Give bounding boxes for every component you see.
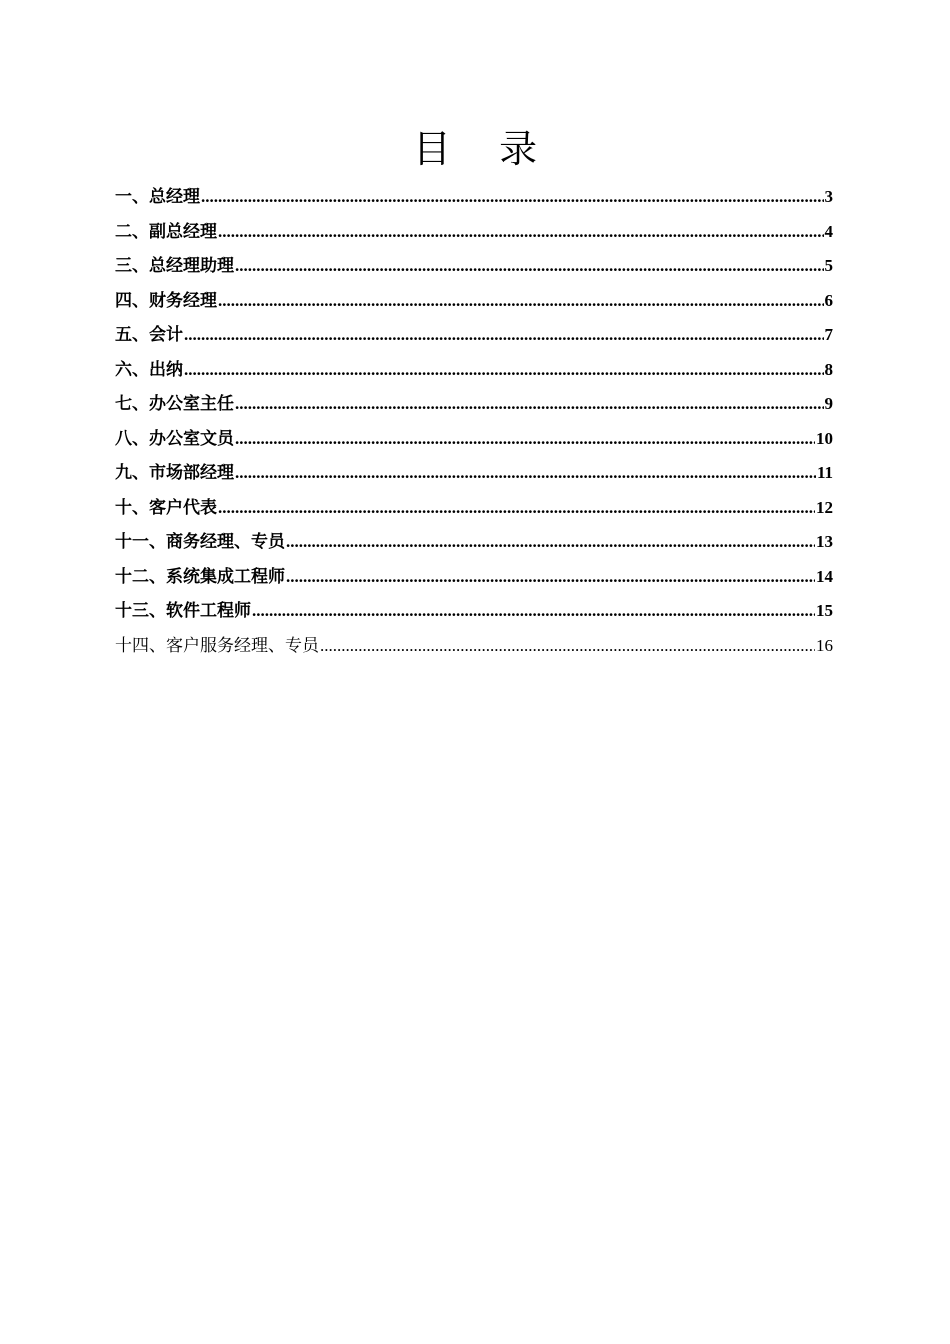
toc-entry-page: 9 xyxy=(824,394,833,413)
toc-leader-dots xyxy=(201,180,824,215)
toc-entry-label: 八、办公室文员 xyxy=(115,428,234,449)
toc-entry-label: 十一、商务经理、专员 xyxy=(115,532,285,552)
toc-entry-label: 五、会计 xyxy=(115,325,183,345)
toc-entry-label: 三、总经理助理 xyxy=(115,256,234,276)
toc-entry[interactable] xyxy=(115,284,833,319)
toc-entry[interactable] xyxy=(115,215,833,250)
toc-entry-page: 8 xyxy=(824,359,833,379)
toc-entry-page: 12 xyxy=(816,497,833,517)
toc-entry[interactable] xyxy=(115,387,833,422)
toc-entry-label: 四、财务经理 xyxy=(115,290,217,311)
toc-entry[interactable] xyxy=(115,456,833,491)
toc-leader-dots xyxy=(184,318,824,353)
toc-entry-page: 3 xyxy=(824,187,833,206)
toc-title: 目 录 xyxy=(412,127,538,171)
toc-entry-page: 5 xyxy=(824,256,833,275)
toc-entry[interactable] xyxy=(115,594,833,629)
toc-entry-page: 11 xyxy=(816,463,833,482)
toc-entry-page: 6 xyxy=(824,290,833,310)
toc-list xyxy=(115,180,833,663)
toc-leader-dots xyxy=(252,594,815,629)
toc-entry-page: 15 xyxy=(816,601,833,620)
toc-entry-label: 十四、客户服务经理、专员 xyxy=(115,635,319,656)
toc-entry[interactable] xyxy=(115,249,833,284)
toc-entry-page: 7 xyxy=(824,325,833,344)
toc-entry[interactable] xyxy=(115,560,833,595)
toc-leader-dots xyxy=(286,560,815,595)
toc-entry-label: 十、客户代表 xyxy=(115,497,217,518)
toc-leader-dots xyxy=(235,422,815,457)
toc-leader-dots xyxy=(218,284,824,319)
toc-entry-label: 七、办公室主任 xyxy=(115,394,234,414)
toc-entry[interactable] xyxy=(115,491,833,526)
toc-entry[interactable] xyxy=(115,353,833,388)
toc-leader-dots xyxy=(320,629,815,664)
toc-entry-label: 六、出纳 xyxy=(115,359,183,380)
toc-entry-page: 4 xyxy=(824,221,833,241)
toc-entry[interactable] xyxy=(115,422,833,457)
toc-entry-label: 十二、系统集成工程师 xyxy=(115,566,285,587)
toc-leader-dots xyxy=(235,387,824,422)
toc-entry[interactable] xyxy=(115,525,833,560)
toc-entry-page: 14 xyxy=(816,566,833,586)
toc-entry-label: 十三、软件工程师 xyxy=(115,601,251,621)
toc-entry[interactable] xyxy=(115,629,833,664)
toc-entry-label: 九、市场部经理 xyxy=(115,463,234,483)
toc-entry-label: 二、副总经理 xyxy=(115,221,217,242)
toc-leader-dots xyxy=(218,491,815,526)
toc-entry-label: 一、总经理 xyxy=(115,187,200,207)
toc-entry[interactable] xyxy=(115,180,833,215)
toc-entry[interactable] xyxy=(115,318,833,353)
toc-leader-dots xyxy=(286,525,815,560)
toc-leader-dots xyxy=(235,456,816,491)
toc-entry-page: 13 xyxy=(816,532,833,551)
toc-entry-page: 10 xyxy=(816,428,833,448)
toc-leader-dots xyxy=(235,249,824,284)
toc-entry-page: 16 xyxy=(816,635,833,655)
toc-leader-dots xyxy=(218,215,824,250)
toc-leader-dots xyxy=(184,353,824,388)
